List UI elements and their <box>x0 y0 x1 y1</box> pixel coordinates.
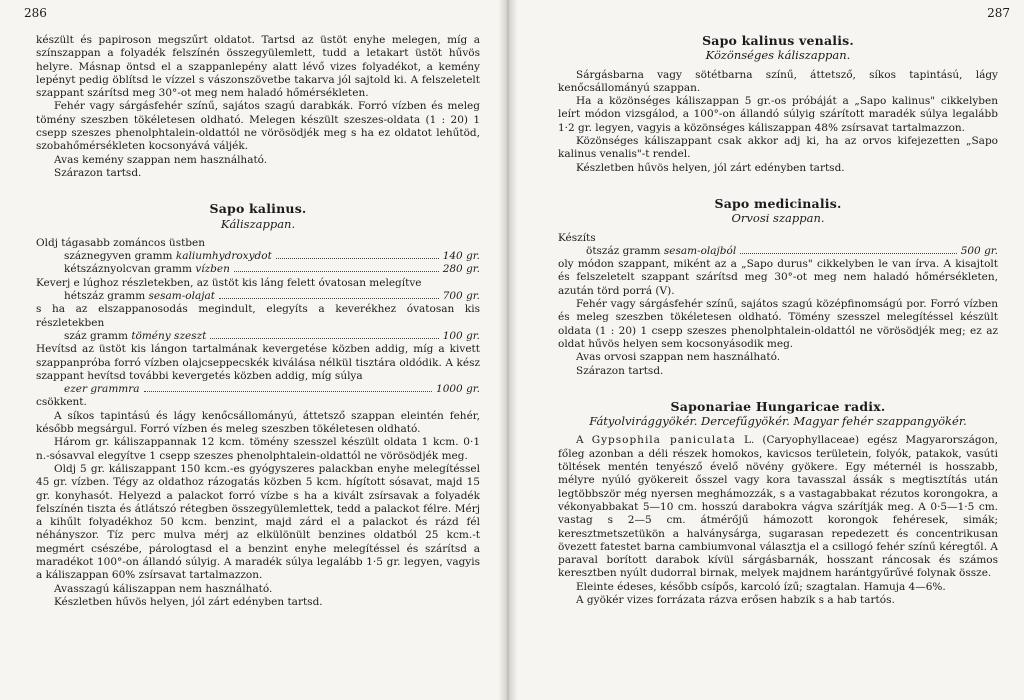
right-page <box>522 0 1024 700</box>
section-title: Sapo kalinus venalis. <box>702 33 854 48</box>
ingredient-amount: kétszáznyolcvan gramm <box>64 263 192 276</box>
ingredient-amount: hétszáz gramm <box>64 290 146 303</box>
recipe-paragraph: Oldj tágasabb zománcos üstben <box>36 236 205 249</box>
description-paragraph: A síkos tapintású és lágy kenőcsállományú, áttetsző szappan eleintén fehér, később megsárgul. Forró vízben és meleg szeszben tökéletesen oldható. <box>36 409 480 436</box>
section-title: Sapo kalinus. <box>209 201 307 217</box>
recipe-paragraph: Keverj e lúghoz részletekben, az üstöt kis láng felett óvatosan melegítve <box>36 276 422 289</box>
ingredient-name: kaliumhydroxydot <box>175 250 272 263</box>
description-paragraph: Három gr. káliszappannak 12 kcm. tömény szesszel készült oldata 1 kcm. 0·1 n.-sósavval elegyítve 1 csepp szeszes phenolphtalein-oldattól ne vörösödjék meg. <box>36 436 480 462</box>
description-paragraph: Avas orvosi szappan nem használható. <box>576 351 781 364</box>
section-subtitle: Közönséges káliszappan. <box>705 48 851 63</box>
description-paragraph: Eleinte édeses, később csípős, karcoló ízű; szagtalan. Hamuja 4—6%. <box>576 580 946 593</box>
ingredient-line <box>36 330 480 343</box>
ingredient-name: vízben <box>195 263 230 276</box>
recipe-paragraph: csökkent. <box>36 396 87 409</box>
description-paragraph: Készletben hűvös helyen, jól zárt edényben tartsd. <box>576 161 845 174</box>
paragraph-body: L. (Caryophyllaceae) egész Magyarországon, főleg azonban a déli részek homokos, kavicsos területein, folyók, patakok, vasúti töltések mentén tenyésző évelő növény gyökere. Egy méternél is hosszabb, mélyre nyúló gyökereit ősszel vagy kora tavasszal ássák s megtisztítás után legtöbbször még nyersen meghámozzák, s a vastagabbakat rézutos korongokra, a vékonyabbakat 5—10 cm. hosszú darabokra vágva szárítják meg. A 0·5—1·5 cm. vastag s 2—5 cm. átmérőjű hámozott korongok fehéresek, simák; keresztmetszetükön a halványsárga, sugarasan repedezett és concentrikusan övezett fatestet barna cambiumvonal választja el a csillogó fehér színű kéregtől. A paraval borított darabok kívül sárgásbarnák, hosszant ráncosak és számos keresztben nyúlt dudorral birnak, melyek majdnem harántgyűrűvé folynak össze. <box>558 434 998 580</box>
ingredient-qty: 280 gr. <box>442 263 480 276</box>
section-title: Sapo medicinalis. <box>714 195 842 211</box>
left-page-number: 286 <box>24 6 47 20</box>
description-paragraph: oly módon szappant, miként az a „Sapo durus" cikkelyben le van írva. A kisajtolt és felszeletelt szappant szárítsd meg 30°-ot meg nem haladó hőmérsékleten, azután törd porrá (V). <box>558 258 998 297</box>
description-paragraph: Sárgásbarna vagy sötétbarna színű, áttetsző, síkos tapintású, lágy kenőcsállományú szappan. <box>558 68 998 94</box>
section-subtitle: Orvosi szappan. <box>731 211 825 226</box>
description-paragraph: Avasszagú káliszappan nem használható. <box>54 582 273 595</box>
left-intro-paragraph: Avas kemény szappan nem használható. <box>54 153 268 166</box>
plant-name: Gypsophila paniculata <box>591 434 736 447</box>
ingredient-line <box>36 263 480 276</box>
left-intro-paragraph: készült és papiroson megszűrt oldatot. Tartsd az üstöt enyhe melegen, míg a színszappan a folyadék felszínén összegyülemlett, tudd a letakart üstöt hűvös helyre. Másnap öntsd el a szappanlepény alatt lévő vizes folyadékot, a kemény lepényt pedig öblítsd le vízzel s vászonszövetbe takarva jól sajtold ki. A felszeletelt szappant szárítsd meg 30°-ot meg nem haladó hőmérsékleten. <box>36 34 480 100</box>
ingredient-qty: 1000 gr. <box>436 383 480 396</box>
description-paragraph: Ha a közönséges káliszappan 5 gr.-os próbáját a „Sapo kalinus" cikkelyben leírt módon vizsgálod, a 100°-on állandó súlyig szárított maradék súlya legalább 1·2 gr. legyen, vagyis a közönséges káliszappan 48% zsírsavat tartalmazzon. <box>558 95 998 134</box>
description-paragraph: Szárazon tartsd. <box>576 364 664 377</box>
ingredient-qty: 100 gr. <box>442 329 480 342</box>
left-intro-paragraph: Szárazon tartsd. <box>54 166 142 179</box>
book-gutter <box>498 0 518 700</box>
ingredient-line <box>36 383 480 396</box>
recipe-paragraph: Készíts <box>558 231 596 244</box>
ingredient-name: tömény szeszt <box>131 329 207 342</box>
right-page-text <box>558 34 998 607</box>
section-subtitle: Káliszappan. <box>220 216 296 231</box>
description-paragraph: Készletben hűvös helyen, jól zárt edényben tartsd. <box>54 595 323 608</box>
description-paragraph: Oldj 5 gr. káliszappant 150 kcm.-es gyógyszeres palackban enyhe melegítéssel 45 gr. vízben. Tégy az oldathoz rázogatás közben 5 kcm. hígított sósavat, majd 15 gr. konyhasót. Helyezd a palackot forró vízbe s ha a kivált zsírsavak a folyadék felszínén tiszta és átlátszó rétegben összegyülemlettek, tedd a palackot félre. Mérj a kihűlt folyadékhoz 50 kcm. benzint, majd zárd el a palackot és rázd fél néhányszor. Tíz perc mulva mérj az elkülönült benzines oldatból 25 kcm.-t megmért csészébe, párologtasd el a benzint enyhe melegítéssel és szárítsd a maradékot 100°-on állandó súlyig. A maradék súlya legalább 1·5 gr. legyen, vagyis a káliszappan 60% zsírsavat tartalmazzon. <box>36 462 480 582</box>
description-paragraph <box>558 434 998 580</box>
section-subtitle: Fátyolvirággyökér. Dercefűgyökér. Magyar fehér szappangyökér. <box>589 414 967 429</box>
section-title: Saponariae Hungaricae radix. <box>670 398 886 414</box>
ingredient-name: sesam-olajból <box>663 244 737 257</box>
ingredient-qty: 700 gr. <box>442 290 480 303</box>
description-paragraph: A gyökér vizes forrázata rázva erősen habzik s a hab tartós. <box>576 593 895 606</box>
recipe-paragraph: s ha az elszappanosodás megindult, elegyíts a keverékhez óvatosan kis részletekben <box>36 303 480 329</box>
left-intro-paragraph: Fehér vagy sárgásfehér színű, sajátos szagú darabkák. Forró vízben és meleg tömény szeszben tökéletesen oldható. Melegen készült szeszes-oldata (1 : 20) 1 csepp szeszes phenolphtalein-oldattól ne vörösödjék meg s ha ez oldatot lehűtöd, szobahőmérsékleten kocsonyává váljék. <box>36 100 480 153</box>
paragraph-lead: A <box>576 434 584 447</box>
ingredient-line <box>36 250 480 263</box>
description-paragraph: Közönséges káliszappant csak akkor adj ki, ha az orvos kifejezetten „Sapo kalinus venalis"-t rendel. <box>558 135 998 161</box>
ingredient-amount: száz gramm <box>64 329 128 342</box>
ingredient-amount: száznegyven gramm <box>64 250 173 263</box>
left-page <box>0 0 500 700</box>
ingredient-qty: 140 gr. <box>442 250 480 263</box>
ingredient-amount: ötszáz gramm <box>586 244 661 257</box>
ingredient-name: sesam-olajat <box>148 290 215 303</box>
ingredient-qty: 500 gr. <box>960 244 998 257</box>
left-page-text <box>36 34 480 609</box>
ingredient-line <box>558 245 998 258</box>
recipe-paragraph: Hevítsd az üstöt kis lángon tartalmának kevergetése közben addig, míg a kivett szappanpróba forró vízben olajcseppecskék kiválása nélkül tisztára oldódik. A kész szappant hevítsd további kevergetés közben addig, míg súlya <box>36 343 480 382</box>
ingredient-line <box>36 290 480 303</box>
right-page-number: 287 <box>987 6 1010 20</box>
description-paragraph: Fehér vagy sárgásfehér színű, sajátos szagú középfinomságú por. Forró vízben és meleg szeszben tökéletesen oldható. Tömény szesszel melegítéssel készült oldata (1 : 20) 1 csepp szeszes phenolphtalein-oldattól ne vörösödjék meg; ez az oldat hűvös helyen sem kocsonyásodik meg. <box>558 298 998 350</box>
ingredient-name: ezer grammra <box>64 383 140 396</box>
